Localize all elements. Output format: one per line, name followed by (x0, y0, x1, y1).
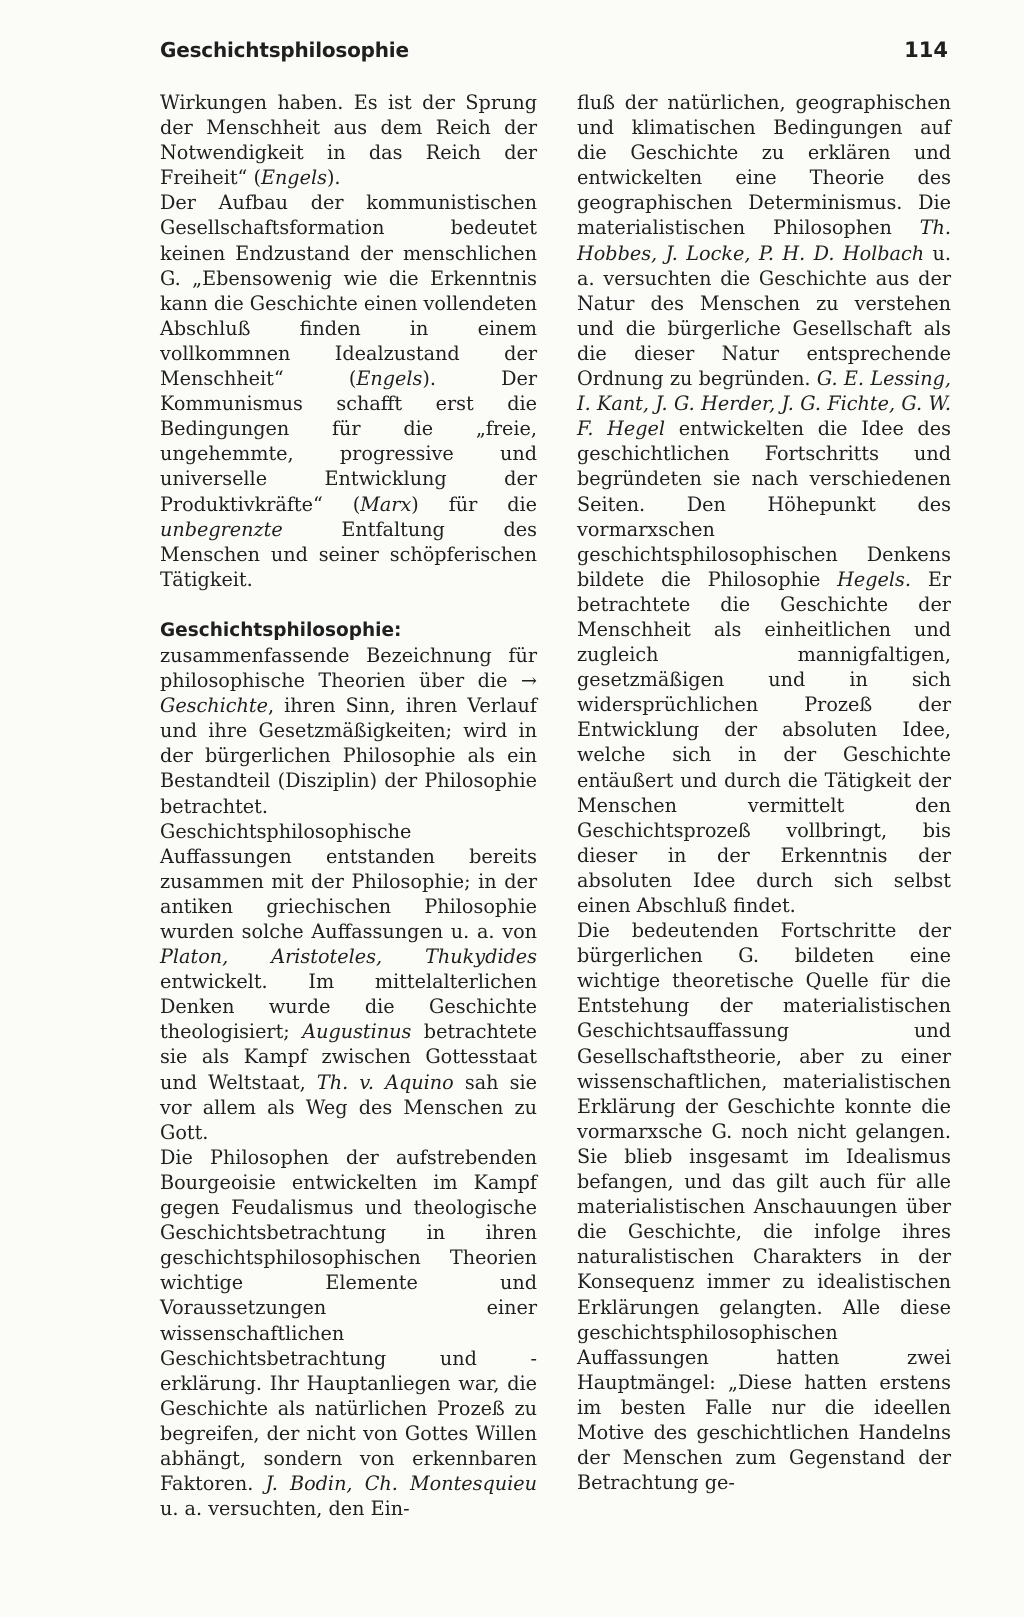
entry-headword: Geschichtsphilosophie: (160, 619, 402, 641)
running-head: Geschichtsphilosophie (160, 38, 409, 62)
author-names: J. Bodin, Ch. Montesquieu (265, 1472, 537, 1496)
paragraph-antiquity: Geschichtsphilosophische Auffassungen entstanden bereits zusammen mit der Philosophie; in der antiken griechischen Philosophie wurden solche Auffassungen u. a. von Platon, Aristoteles, Thukydides entwickelt. Im mittelalterlichen Denken wurde die Geschichte theologisiert; Augustinus betrachtete sie als Kampf zwischen Gottesstaat und Weltstaat, Th. v. Aquino sah sie vor allem als Weg des Menschen zu Gott. (160, 819, 538, 1144)
author-name: Engels (260, 166, 327, 190)
entry-geschichtsphilosophie: Geschichtsphilosophie: zusammenfassende Bezeichnung für philosophische Theorien über die → Geschichte, ihren Sinn, ihren Verlauf und ihre Gesetzmäßigkeiten; wird in der bürgerlichen Philosophie als ein Bestandteil (Disziplin) der Philosophie betrachtet. (160, 619, 537, 818)
author-names: G. E. Lessing, I. Kant, J. G. Herder, J. G. Fichte, G. W. F. Hegel (577, 367, 951, 441)
paragraph-continuation: Wirkungen haben. Es ist der Sprung der Menschheit aus dem Reich der Notwendigkeit in das Reich der Freiheit“ (Engels). (160, 91, 537, 190)
cross-reference[interactable]: Geschichte (160, 694, 268, 718)
paragraph-communism: Der Aufbau der kommunistischen Gesellschaftsformation bedeutet keinen Endzustand der menschlichen G. „Ebensowenig wie die Erkenntnis kann die Geschichte einen vollendeten Abschluß finden in einem vollkommnen Idealzustand der Menschheit“ (Engels). Der Kommunismus schafft erst die Bedingungen für die „freie, ungehemmte, progressive und universelle Entwicklung der Produktivkräfte“ (Marx) für die unbegrenzte Entfaltung des Menschen und seiner schöpferischen Tätigkeit. (160, 191, 538, 591)
author-name: Augustinus (302, 1020, 412, 1044)
left-column (160, 90, 537, 1521)
right-column (577, 90, 951, 1495)
page-number: 114 (904, 38, 948, 62)
author-names: Platon, Aristoteles, Thukydides (160, 945, 537, 969)
page-header (160, 38, 948, 72)
paragraph-progress: Die bedeutenden Fortschritte der bürgerlichen G. bildeten eine wichtige theoretische Quelle für die Entstehung der materialistischen Geschichtsauffassung und Gesellschaftstheorie, aber zu einer wissenschaftlichen, materialistischen Erklärung der Geschichte konnte die vormarxsche G. noch nicht gelangen. Sie blieb insgesamt im Idealismus befangen, und das gilt auch für alle materialistischen Anschauungen über die Geschichte, die infolge ihres naturalistischen Charakters in der Konsequenz immer zu idealistischen Erklärungen gelangten. Alle diese geschichtsphilosophischen Auffassungen hatten zwei Hauptmängel: „Diese hatten erstens im besten Falle nur die ideellen Motive des geschichtlichen Handelns der Menschen zum Gegenstand der Betrachtung ge- (577, 919, 951, 1495)
paragraph-bourgeoisie: Die Philosophen der aufstrebenden Bourgeoisie entwickelten im Kampf gegen Feudalismus und theologische Geschichtsbetrachtung in ihren geschichtsphilosophischen Theorien wichtige Elemente und Voraussetzungen einer wissenschaftlichen Geschichtsbetrachtung und -erklärung. Ihr Hauptanliegen war, die Geschichte als natürlichen Prozeß zu begreifen, der nicht von Gottes Willen abhängt, sondern von erkennbaren Faktoren. J. Bodin, Ch. Montesquieu u. a. versuchten, den Ein- (160, 1145, 537, 1521)
author-name: Marx (360, 492, 412, 516)
emphasis: unbegrenzte (160, 517, 283, 541)
author-name: Hegels. (837, 567, 911, 591)
author-name: Engels (356, 367, 423, 391)
author-names: Th. Hobbes, J. Locke, P. H. D. Holbach (577, 216, 951, 265)
author-name: Th. v. Aquino (316, 1070, 454, 1094)
paragraph-determinism: fluß der natürlichen, geographischen und klimatischen Bedingungen auf die Geschichte zu erklären und entwickelten eine Theorie des geographischen Determinismus. Die materialistischen Philosophen Th. Hobbes, J. Locke, P. H. D. Holbach u. a. versuchten die Geschichte aus der Natur des Menschen zu verstehen und die bürgerliche Gesellschaft als die dieser Natur entsprechende Ordnung zu begründen. G. E. Lessing, I. Kant, J. G. Herder, J. G. Fichte, G. W. F. Hegel entwickelten die Idee des geschichtlichen Fortschritts und begründeten sie nach verschiedenen Seiten. Den Höhepunkt des vormarxschen geschichtsphilosophischen Denkens bildete die Philosophie Hegels. Er betrachtete die Geschichte der Menschheit als einheitlichen und zugleich mannigfaltigen, gesetzmäßigen und in sich widersprüchlichen Prozeß der Entwicklung der absoluten Idee, welche sich in der Geschichte entäußert und durch die Tätigkeit der Menschen vermittelt den Geschichtsprozeß vollbringt, bis dieser in der Erkenntnis der absoluten Idee durch sich selbst einen Abschluß findet. (577, 91, 952, 917)
